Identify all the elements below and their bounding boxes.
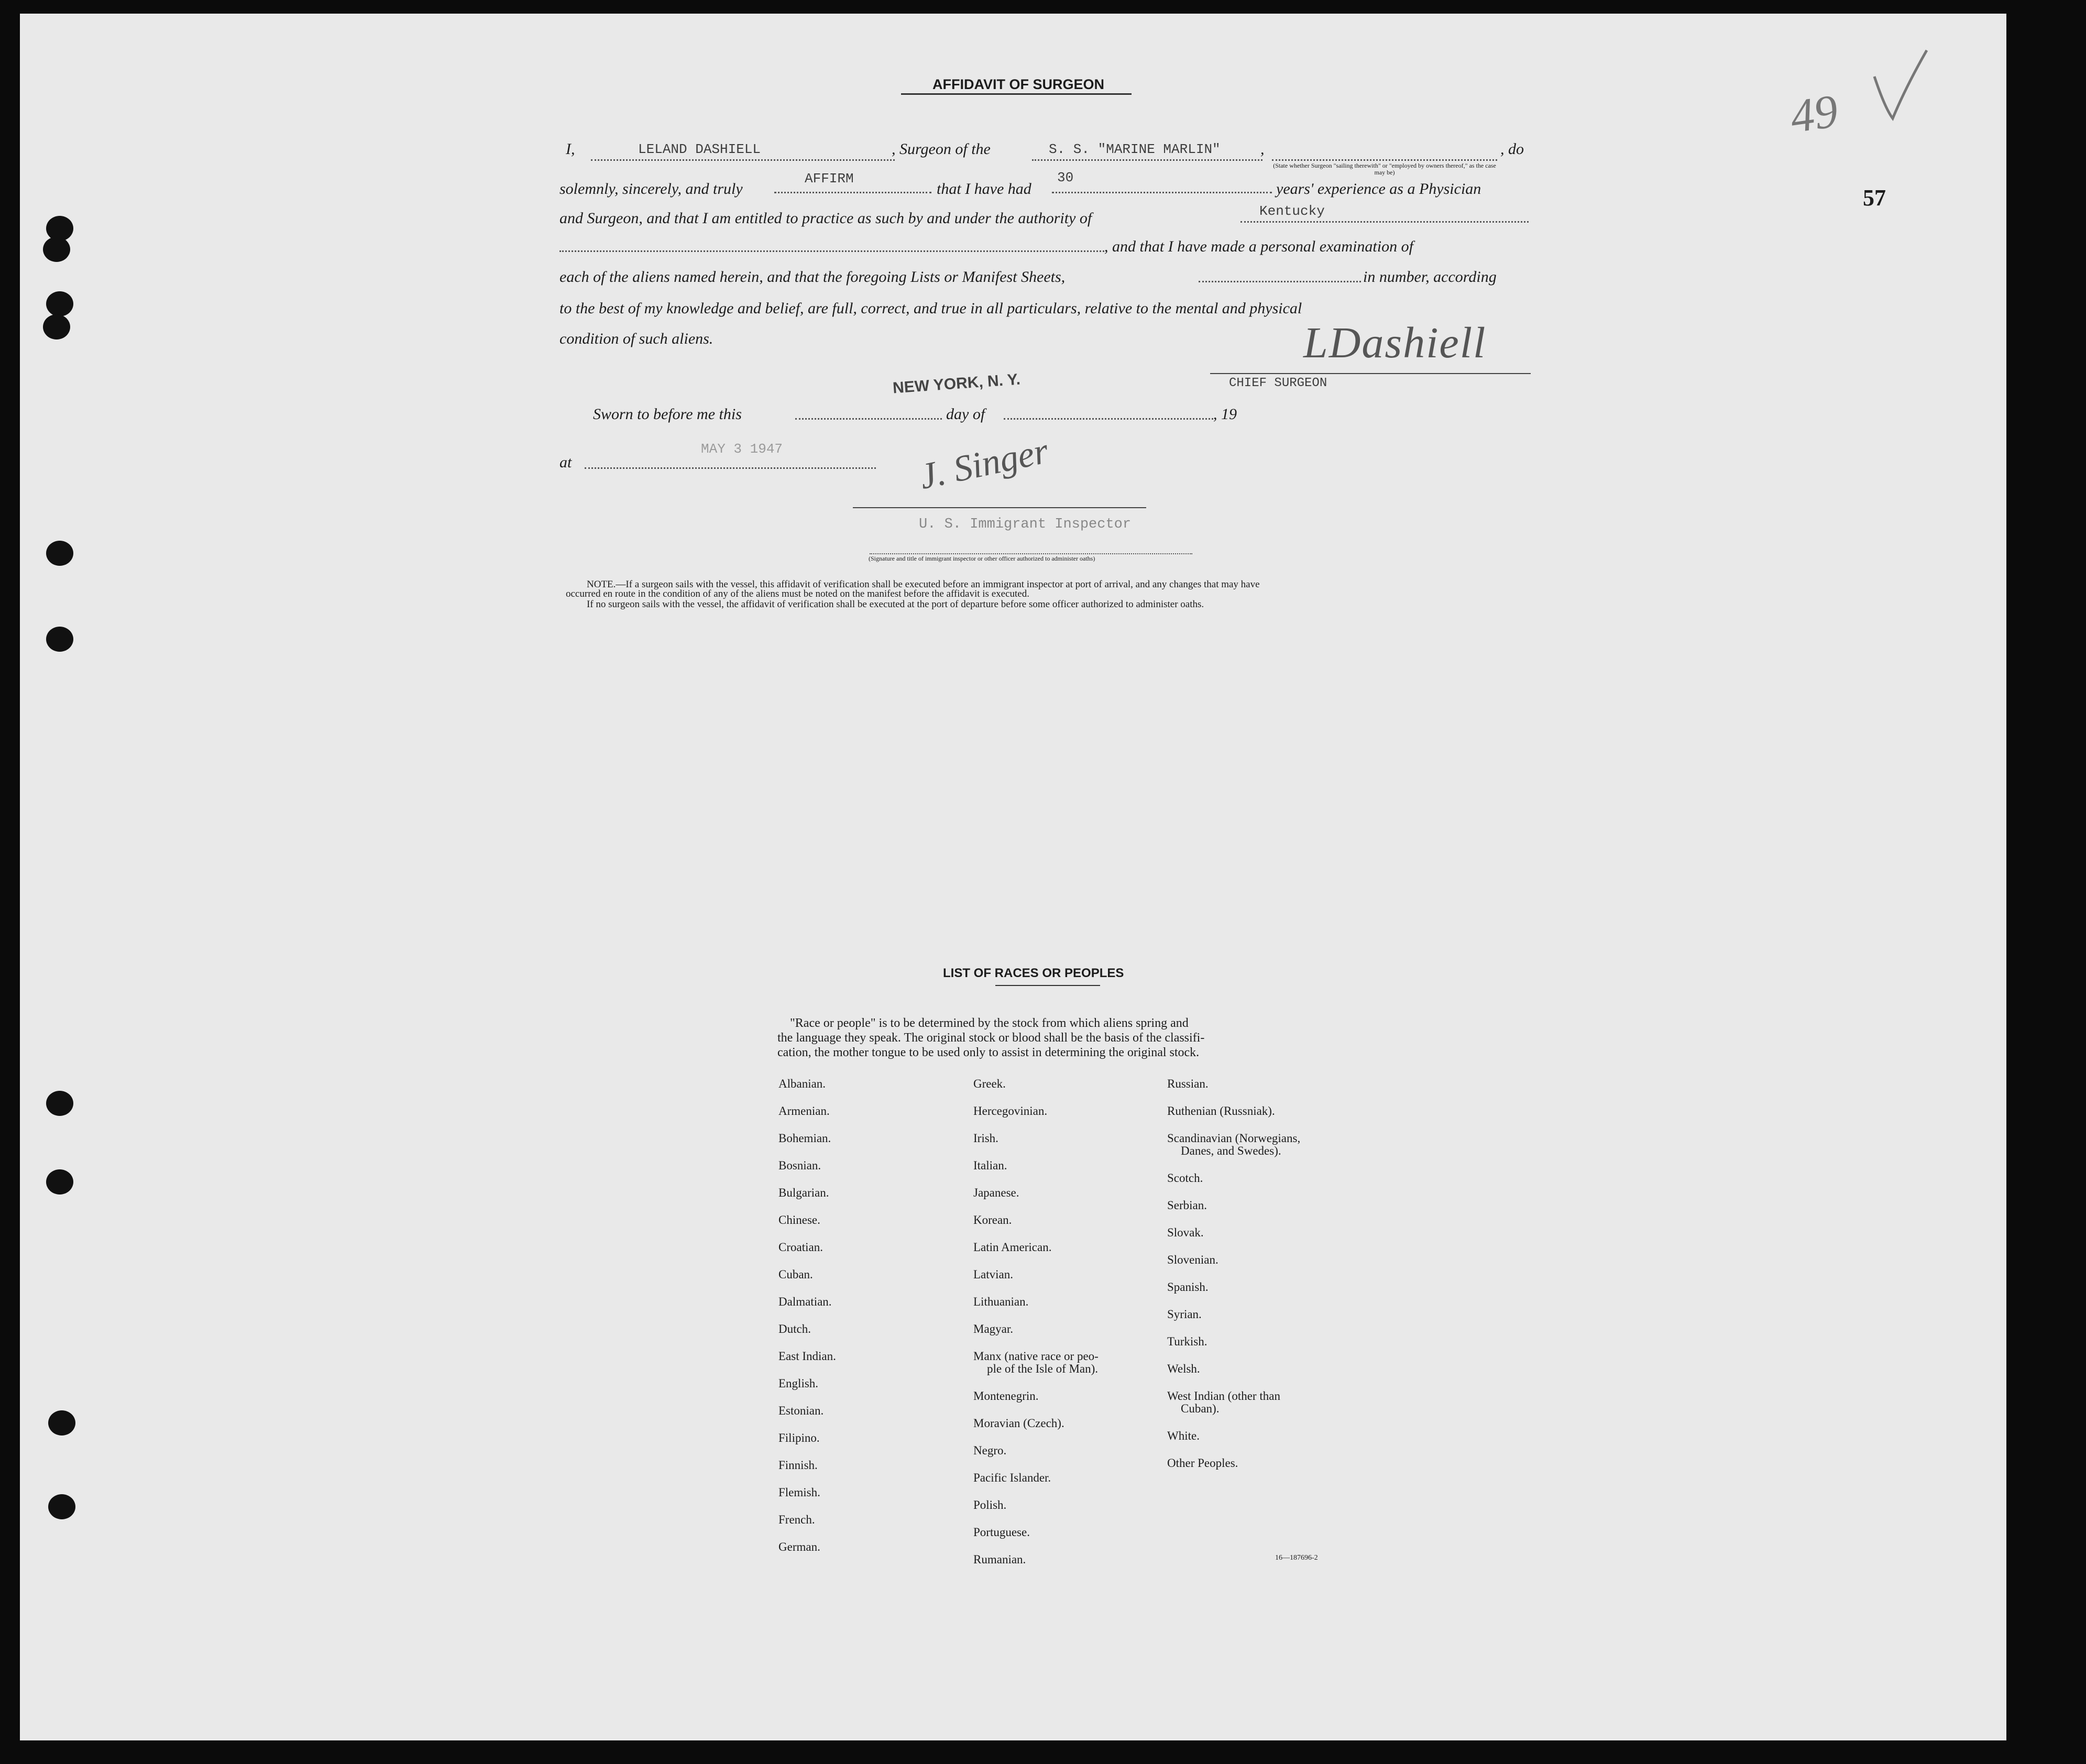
- race-list-item: Latvian.: [973, 1268, 1013, 1281]
- signature-rule: [1210, 373, 1531, 374]
- sworn-label: Sworn to before me this: [593, 406, 742, 423]
- affidavit-title: AFFIDAVIT OF SURGEON: [932, 76, 1104, 92]
- best-knowledge-label: to the best of my knowledge and belief, are full, correct, and true in all particulars, relative to the mental and physical: [559, 300, 1302, 317]
- years-value: 30: [1057, 170, 1074, 185]
- race-list-item: Spanish.: [1167, 1280, 1209, 1294]
- race-list-item: West Indian (other than: [1167, 1389, 1280, 1403]
- race-list-item: East Indian.: [778, 1350, 836, 1363]
- race-list-item: Filipino.: [778, 1431, 820, 1444]
- race-list-item: Greek.: [973, 1077, 1006, 1090]
- race-list-item: Negro.: [973, 1444, 1007, 1457]
- race-list-item: Ruthenian (Russniak).: [1167, 1104, 1275, 1117]
- race-list-item: Latin American.: [973, 1241, 1052, 1254]
- punch-hole: [48, 1410, 75, 1436]
- race-list-item: French.: [778, 1513, 815, 1526]
- punch-hole: [43, 237, 70, 262]
- race-list-item: Korean.: [973, 1213, 1012, 1226]
- races-title-rule: [995, 985, 1100, 986]
- and-surgeon-label: and Surgeon, and that I am entitled to practice as such by and under the authority of: [559, 210, 1092, 227]
- years-experience-label: years' experience as a Physician: [1276, 180, 1481, 198]
- race-list-item: Russian.: [1167, 1077, 1209, 1090]
- note-line: occurred en route in the condition of any of the aliens must be noted on the manifest before the affidavit is executed.: [566, 588, 1029, 599]
- race-list-item: Other Peoples.: [1167, 1456, 1238, 1470]
- race-list-item: Bohemian.: [778, 1132, 831, 1145]
- race-list-item: Croatian.: [778, 1241, 823, 1254]
- comma: ,: [1260, 140, 1265, 158]
- blank-line: [1052, 192, 1272, 193]
- blank-line: [559, 250, 1104, 252]
- condition-label: condition of such aliens.: [559, 330, 713, 347]
- race-list-item: Moravian (Czech).: [973, 1417, 1064, 1430]
- race-list-item: Slovenian.: [1167, 1253, 1218, 1266]
- race-list-item: Polish.: [973, 1498, 1007, 1511]
- races-intro-line: "Race or people" is to be determined by the stock from which aliens spring and: [790, 1016, 1189, 1030]
- i-label: I,: [566, 140, 575, 158]
- race-list-item: Turkish.: [1167, 1335, 1207, 1348]
- race-list-item: Portuguese.: [973, 1526, 1030, 1539]
- race-list-item: Bulgarian.: [778, 1186, 829, 1199]
- race-list-item: Japanese.: [973, 1186, 1019, 1199]
- races-title: LIST OF RACES OR PEOPLES: [943, 966, 1124, 980]
- race-list-item: Estonian.: [778, 1404, 824, 1417]
- chief-surgeon-label: CHIEF SURGEON: [1229, 376, 1327, 390]
- race-list-item: White.: [1167, 1429, 1200, 1442]
- year-prefix-label: , 19: [1213, 406, 1237, 423]
- race-list-item: Cuban).: [1181, 1402, 1220, 1415]
- blank-line: [1004, 418, 1213, 420]
- punch-hole: [46, 627, 73, 652]
- page-number: 57: [1863, 185, 1886, 211]
- blank-line: [585, 467, 876, 469]
- day-of-label: day of: [946, 406, 985, 423]
- each-of-aliens-label: each of the aliens named herein, and that the foregoing Lists or Manifest Sheets,: [559, 268, 1066, 286]
- punch-hole: [43, 314, 70, 339]
- race-list-item: Dalmatian.: [778, 1295, 832, 1308]
- solemnly-label: solemnly, sincerely, and truly: [559, 180, 743, 198]
- corner-mark: 49: [1787, 85, 1841, 143]
- form-number: 16—187696-2: [1275, 1554, 1318, 1562]
- race-list-item: Scotch.: [1167, 1171, 1203, 1185]
- state-whether-note: (State whether Surgeon "sailing therewith" or "employed by owners thereof," as the case may be): [1273, 162, 1496, 176]
- in-number-label: in number, according: [1363, 268, 1497, 286]
- check-mark-icon: [1869, 45, 1932, 124]
- do-label: , do: [1500, 140, 1524, 158]
- surgeon-name: LELAND DASHIELL: [638, 141, 761, 157]
- ship-name: S. S. "MARINE MARLIN": [1049, 141, 1221, 157]
- blank-line: [1240, 221, 1529, 223]
- race-list-item: Armenian.: [778, 1104, 830, 1117]
- inspector-signature: J. Singer: [916, 430, 1052, 498]
- punch-hole: [46, 1169, 73, 1195]
- race-list-item: Pacific Islander.: [973, 1471, 1051, 1484]
- race-list-item: Montenegrin.: [973, 1389, 1039, 1403]
- blank-line: [1032, 159, 1262, 161]
- authority-value: Kentucky: [1259, 203, 1325, 219]
- document-sheet: [20, 14, 2006, 1740]
- surgeon-of-label: , Surgeon of the: [892, 140, 991, 158]
- title-rule: [901, 93, 1132, 95]
- race-list-item: Serbian.: [1167, 1199, 1207, 1212]
- races-intro-line: the language they speak. The original stock or blood shall be the basis of the classifi-: [777, 1031, 1205, 1045]
- race-list-item: Scandinavian (Norwegians,: [1167, 1132, 1301, 1145]
- race-list-item: Italian.: [973, 1159, 1007, 1172]
- race-list-item: Syrian.: [1167, 1308, 1202, 1321]
- race-list-item: Hercegovinian.: [973, 1104, 1048, 1117]
- signature-caption: (Signature and title of immigrant inspector or other officer authorized to administer oaths): [869, 555, 1095, 562]
- blank-line: [795, 418, 942, 420]
- race-list-item: Albanian.: [778, 1077, 826, 1090]
- race-list-item: Manx (native race or peo-: [973, 1350, 1099, 1363]
- punch-hole: [46, 541, 73, 566]
- race-list-item: Bosnian.: [778, 1159, 821, 1172]
- personal-exam-label: , and that I have made a personal examination of: [1104, 238, 1413, 255]
- race-list-item: Lithuanian.: [973, 1295, 1029, 1308]
- race-list-item: Cuban.: [778, 1268, 813, 1281]
- race-list-item: German.: [778, 1540, 820, 1553]
- blank-line: [774, 192, 931, 193]
- race-list-item: Slovak.: [1167, 1226, 1204, 1239]
- note-line: If no surgeon sails with the vessel, the affidavit of verification shall be executed at the port of departure before some officer authorized to administer oaths.: [587, 599, 1204, 610]
- race-list-item: Welsh.: [1167, 1362, 1200, 1375]
- that-i-have-had-label: that I have had: [937, 180, 1031, 198]
- race-list-item: Rumanian.: [973, 1553, 1026, 1566]
- punch-hole: [46, 291, 73, 316]
- race-list-item: Flemish.: [778, 1486, 820, 1499]
- races-intro-line: cation, the mother tongue to be used only to assist in determining the original stock.: [777, 1046, 1200, 1059]
- race-list-item: Danes, and Swedes).: [1181, 1144, 1281, 1157]
- inspector-title: U. S. Immigrant Inspector: [919, 517, 1132, 532]
- note-line: NOTE.—If a surgeon sails with the vessel, this affidavit of verification shall be executed before an immigrant inspector at port of arrival, and any changes that may have: [587, 579, 1260, 590]
- inspector-rule: [853, 507, 1146, 508]
- affirm-value: AFFIRM: [805, 171, 854, 187]
- race-list-item: Finnish.: [778, 1459, 818, 1472]
- race-list-item: Irish.: [973, 1132, 998, 1145]
- blank-line: [1272, 159, 1497, 161]
- blank-line: [870, 553, 1192, 554]
- punch-hole: [46, 1091, 73, 1116]
- city-stamp: NEW YORK, N. Y.: [892, 370, 1021, 397]
- blank-line: [591, 159, 895, 161]
- race-list-item: ple of the Isle of Man).: [987, 1362, 1099, 1375]
- punch-hole: [48, 1494, 75, 1519]
- race-list-item: English.: [778, 1377, 819, 1390]
- blank-line: [1199, 281, 1361, 282]
- race-list-item: Chinese.: [778, 1213, 820, 1226]
- date-stamp: MAY 3 1947: [701, 441, 783, 457]
- at-label: at: [559, 454, 572, 471]
- race-list-item: Magyar.: [973, 1322, 1014, 1335]
- race-list-item: Dutch.: [778, 1322, 811, 1335]
- surgeon-signature: LDashiell: [1303, 319, 1487, 367]
